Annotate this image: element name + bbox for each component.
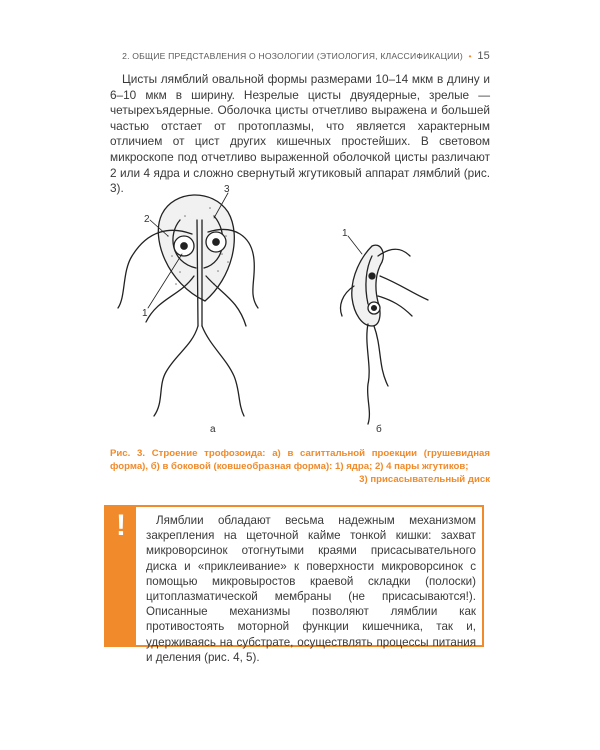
callout-1: 1	[142, 308, 148, 319]
exclamation-icon: !	[116, 509, 126, 542]
figure-label-a: а	[210, 424, 216, 435]
callout-2: 2	[144, 214, 150, 225]
header-separator: •	[468, 51, 472, 61]
callout-b1: 1	[342, 228, 348, 239]
callout-3: 3	[224, 184, 230, 195]
giardia-illustration	[110, 176, 490, 444]
callout-accent-bar	[106, 507, 136, 645]
figure-3	[110, 176, 490, 444]
trophozoite-sagittal-drawing	[118, 193, 258, 416]
figure-label-b: б	[376, 424, 382, 435]
warning-callout	[104, 505, 484, 664]
page-number: 15	[477, 50, 490, 62]
callout-text: Лямблии обладают весьма надежным механизмом закрепления на щеточной кайме тонкой кишки: захват микроворсинок отогнутыми краями присасывательного диска и «приклеивание» к поверхности микроворсинок с помощью микровыростов краевой складки (полоски) цитоплазматической мембраны (не присасываются!). Описанные механизмы позволяют лямблии как противостоять моторной функции кишечника, так и, удерживаясь на субстрате, осуществлять процессы питания и деления (рис. 4, 5).	[146, 514, 476, 664]
intro-text: Цисты лямблий овальной формы размерами 10–14 мкм в длину и 6–10 мкм в ширину. Незрелые цисты двуядерные, зрелые — четырехъядерные. Оболочка цисты отчетливо выражена и большей частью отстает от протоплазмы, что является характерным отличием от цист других кишечных простейших. В световом микроскопе под отчетливо выраженной оболочкой цисты различают 2 или 4 ядра и сложно свернутый жгутиковый аппарат лямблий (рис. 3).	[110, 72, 490, 196]
trophozoite-lateral-drawing	[341, 236, 429, 424]
caption-main: Рис. 3. Строение трофозоида: а) в сагиттальной проекции (грушевидная форма), б) в боковой (ковшеобразная форма): 1) ядра; 2) 4 пары жгутиков;	[110, 448, 490, 472]
chapter-title: 2. ОБЩИЕ ПРЕДСТАВЛЕНИЯ О НОЗОЛОГИИ (ЭТИОЛОГИЯ, КЛАССИФИКАЦИИ)	[122, 51, 463, 61]
caption-end: 3) присасывательный диск	[359, 474, 490, 485]
running-head	[110, 50, 490, 62]
figure-caption	[110, 447, 490, 486]
